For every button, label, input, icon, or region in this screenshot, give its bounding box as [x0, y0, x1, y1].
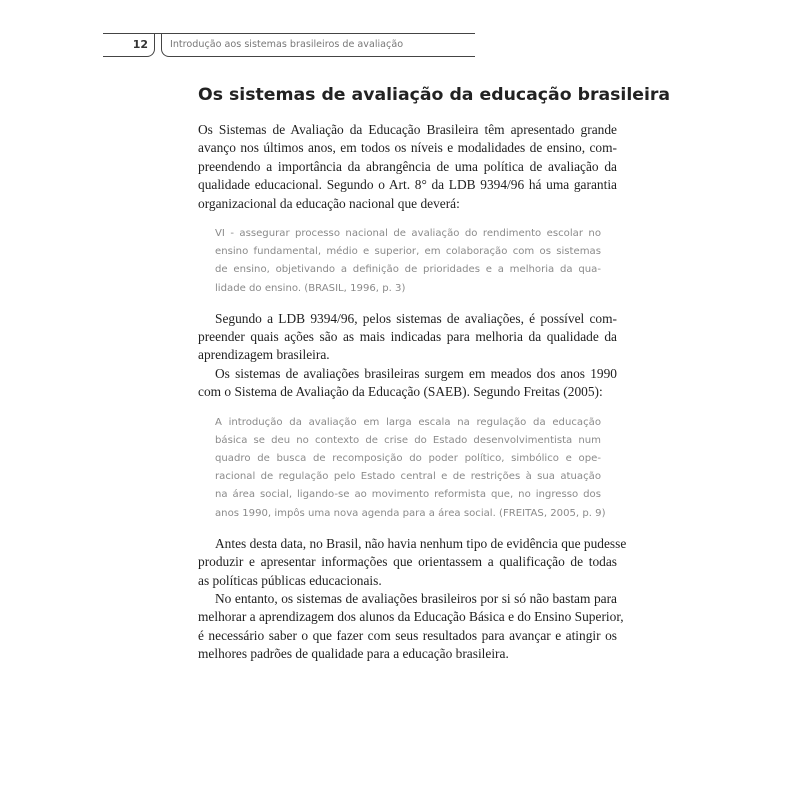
text-line: qualidade educacional. Segundo o Art. 8° da LDB 9394/96 há uma garantia	[198, 177, 617, 193]
quote-line: básica se deu no contexto de crise do Estado desenvolvimentista num	[215, 434, 601, 446]
text-line: as políticas públicas educacionais.	[198, 572, 382, 588]
text-line: Segundo a LDB 9394/96, pelos sistemas de avaliações, é possível com-	[215, 310, 617, 326]
running-header	[103, 33, 475, 58]
text-line: organizacional da educação nacional que deverá:	[198, 195, 460, 211]
chapter-title: Introdução aos sistemas brasileiros de avaliação	[170, 39, 404, 50]
text-line: No entanto, os sistemas de avaliações brasileiros por si só não bastam para	[215, 590, 617, 606]
quote-line: ensino fundamental, médio e superior, em colaboração com os sistemas	[215, 246, 601, 258]
block-quote-1	[198, 225, 601, 298]
text-line: preendendo a importância da abrangência de uma política de avaliação da	[198, 158, 617, 174]
quote-line: racional de regulação pelo Estado central e de restrições à sua atuação	[215, 471, 601, 483]
text-line: preender quais ações são as mais indicadas para melhoria da qualidade da	[198, 329, 617, 345]
section-title: Os sistemas de avaliação da educação brasileira	[198, 85, 671, 105]
paragraph-2	[198, 310, 617, 365]
paragraph-5	[198, 590, 624, 664]
paragraph-3	[198, 365, 617, 402]
chapter-box	[161, 33, 475, 57]
text-line: Os Sistemas de Avaliação da Educação Brasileira têm apresentado grande	[198, 122, 617, 137]
quote-line: quadro de busca de recomposição do poder político, simbólico e ope-	[215, 453, 601, 465]
page-number: 12	[132, 38, 148, 51]
text-line: com o Sistema de Avaliação da Educação (SAEB). Segundo Freitas (2005):	[198, 384, 603, 400]
document-body	[198, 121, 627, 664]
text-line: Os sistemas de avaliações brasileiras surgem em meados dos anos 1990	[215, 365, 617, 381]
quote-line: na área social, ligando-se ao movimento reformista que, no ingresso dos	[215, 489, 601, 501]
text-line: Antes desta data, no Brasil, não havia nenhum tipo de evidência que pudesse	[215, 535, 627, 551]
paragraph-4	[198, 535, 627, 590]
text-line: é necessário saber o que fazer com seus resultados para avançar e atingir os	[198, 627, 617, 643]
quote-line: A introdução da avaliação em larga escala na regulação da educação	[215, 416, 601, 428]
quote-line: lidade do ensino. (BRASIL, 1996, p. 3)	[215, 282, 406, 294]
text-line: avanço nos últimos anos, em todos os níveis e modalidades de ensino, com-	[198, 140, 617, 156]
quote-line: de ensino, objetivando a definição de prioridades e a melhoria da qua-	[215, 264, 601, 276]
page-number-box	[103, 33, 155, 57]
quote-line: anos 1990, impôs uma nova agenda para a área social. (FREITAS, 2005, p. 9)	[215, 507, 606, 519]
paragraph-1	[198, 121, 617, 213]
text-line: melhorar a aprendizagem dos alunos da Educação Básica e do Ensino Superior,	[198, 609, 624, 625]
quote-line: VI - assegurar processo nacional de avaliação do rendimento escolar no	[215, 227, 601, 239]
block-quote-2	[198, 414, 606, 523]
text-line: produzir e apresentar informações que orientassem a qualificação de todas	[198, 554, 617, 570]
text-line: aprendizagem brasileira.	[198, 347, 330, 363]
text-line: melhores padrões de qualidade para a educação brasileira.	[198, 646, 509, 662]
